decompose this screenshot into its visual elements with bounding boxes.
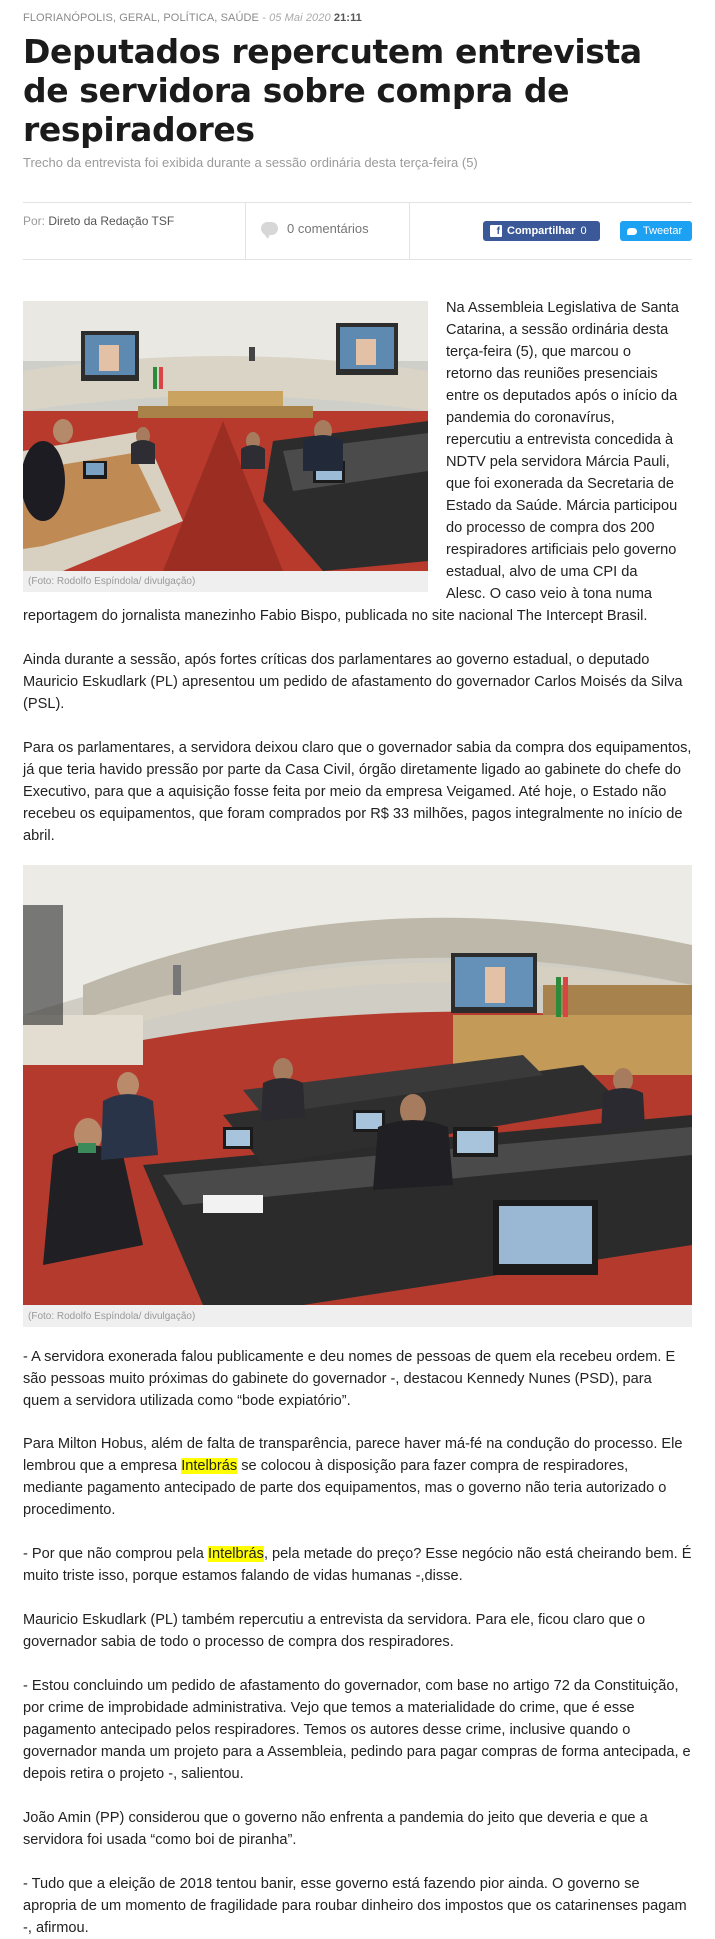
paragraph-1-line: respiradores artificiais pelo governo <box>446 542 677 558</box>
toolbar-divider <box>409 203 410 260</box>
paragraph-6-text-b: , pela metade do preço? Esse negócio não está cheirando bem. É muito triste isso, porque estamos falando de vidas humanas -,disse. <box>23 1546 692 1584</box>
paragraph-1-line: entre os deputados após o início da <box>446 388 678 404</box>
paragraph-1-line: repercutiu a entrevista concedida à <box>446 432 674 448</box>
article-paragraph-1-wrap <box>446 297 692 605</box>
article-subtitle: Trecho da entrevista foi exibida durante a sessão ordinária desta terça-feira (5) <box>23 155 478 170</box>
author-link[interactable]: Direto da Redação TSF <box>48 214 175 228</box>
article-paragraph-3: Para os parlamentares, a servidora deixou claro que o governador sabia da compra dos equipamentos, já que teria havido pressão por parte da Casa Civil, órgão diretamente ligado ao gabinete do chefe do Executivo, para que a aquisição fosse feita por meio da empresa Veigamed. Até hoje, o Estado não recebeu os equipamentos, que foram comprados por R$ 33 milhões, pagos integralmente no início de abril. <box>23 740 692 844</box>
article-paragraph-8: - Estou concluindo um pedido de afastamento do governador, com base no artigo 72 da Constituição, por crime de improbidade administrativa. Vejo que temos a materialidade do crime, que é esse pagamento antecipado pelos respiradores. Temos os autores desse crime, inclusive quando o governador manda um projeto para a Assembleia, pedindo para pagar compras de forma antecipada, e depois retira o projeto -, salientou. <box>23 1678 691 1782</box>
twitter-bird-icon <box>627 227 638 236</box>
category-links[interactable] <box>23 12 259 24</box>
article-paragraph-7: Mauricio Eskudlark (PL) também repercutiu a entrevista da servidora. Para ele, ficou claro que o governador sabia de todo o processo de compra dos respiradores. <box>23 1612 646 1650</box>
paragraph-1-line: Na Assembleia Legislativa de Santa <box>446 300 679 316</box>
article-paragraph-9: João Amin (PP) considerou que o governo não enfrenta a pandemia do jeito que deveria e que a servidora foi usada “como boi de piranha”. <box>23 1810 648 1848</box>
byline <box>23 214 174 228</box>
highlighted-term: Intelbrás <box>181 1458 238 1474</box>
comments-link[interactable] <box>261 221 369 236</box>
figure-caption: (Foto: Rodolfo Espíndola/ divulgação) <box>28 1311 196 1322</box>
comment-bubble-icon <box>261 222 278 235</box>
toolbar-divider <box>245 203 246 260</box>
paragraph-1-line: Alesc. O caso veio à tona numa <box>446 586 653 602</box>
article-paragraph-1-tail: reportagem do jornalista manezinho Fabio Bispo, publicada no site nacional The Intercept Brasil. <box>23 608 648 624</box>
comments-count-label: 0 comentários <box>287 221 369 236</box>
paragraph-1-line: pandemia do coronavírus, <box>446 410 615 426</box>
tweet-label: Tweetar <box>643 225 683 237</box>
article-meta <box>23 12 362 24</box>
paragraph-1-line: do processo de compra dos 200 <box>446 520 655 536</box>
facebook-share-count: 0 <box>580 225 587 237</box>
paragraph-1-line: retorno das reuniões presenciais <box>446 366 658 382</box>
publish-date: 05 Mai 2020 <box>269 12 331 24</box>
plenary-photo-1-image <box>23 301 428 571</box>
tweet-button[interactable] <box>620 221 692 241</box>
publish-time: 21:11 <box>333 12 362 24</box>
plenary-photo-2 <box>23 865 692 1305</box>
article-paragraph-6 <box>23 1543 692 1587</box>
figure-caption: (Foto: Rodolfo Espíndola/ divulgação) <box>28 576 196 587</box>
category-link[interactable]: FLORIANÓPOLIS, GERAL, POLÍTICA, SAÚDE <box>23 12 259 24</box>
highlighted-term: Intelbrás <box>207 1546 264 1562</box>
article-paragraph-2: Ainda durante a sessão, após fortes críticas dos parlamentares ao governo estadual, o deputado Mauricio Eskudlark (PL) apresentou um pedido de afastamento do governador Carlos Moisés da Silva (PSL). <box>23 652 683 712</box>
article-paragraph-5 <box>23 1433 692 1521</box>
article-paragraph-10: - Tudo que a eleição de 2018 tentou banir, esse governo está fazendo pior ainda. O governo se apropria de um momento de fragilidade para roubar dinheiro dos impostos que os catarinenses pagam -, afirmou. <box>23 1876 687 1936</box>
paragraph-5-text-a: Para Milton Hobus, além de falta de transparência, parece haver má-fé na condução do processo. Ele lembrou que a empresa <box>23 1436 683 1474</box>
facebook-icon: f <box>490 225 502 237</box>
meta-separator: - <box>258 12 270 24</box>
article-figure-2 <box>23 865 692 1327</box>
article-figure-1 <box>23 301 428 592</box>
paragraph-5-text-b: se colocou à disposição para fazer compra de respiradores, mediante pagamento antecipado de parte dos equipamentos, mas o governo não teria autorizado o procedimento. <box>23 1458 667 1518</box>
facebook-share-label: Compartilhar <box>507 225 576 237</box>
article-paragraph-4: - A servidora exonerada falou publicamente e deu nomes de pessoas de quem ela recebeu ordem. E são pessoas muito próximas do gabinete do governador -, destacou Kennedy Nunes (PSD), para quem a servidora utilizada como “bode expiatório”. <box>23 1349 676 1409</box>
paragraph-6-text-a: - Por que não comprou pela <box>23 1546 208 1562</box>
paragraph-1-line: Catarina, a sessão ordinária desta <box>446 322 669 338</box>
facebook-share-button[interactable] <box>483 221 600 241</box>
byline-prefix: Por: <box>23 214 49 228</box>
paragraph-1-line: estadual, alvo de uma CPI da <box>446 564 638 580</box>
paragraph-1-line: que foi exonerada da Secretaria de <box>446 476 674 492</box>
article-toolbar <box>23 202 692 260</box>
plenary-photo-1 <box>23 301 428 571</box>
page-title: Deputados repercutem entrevista de servidora sobre compra de respiradores <box>23 32 642 149</box>
article-paragraph-1-lines <box>446 297 692 605</box>
paragraph-1-line: NDTV pela servidora Márcia Pauli, <box>446 454 670 470</box>
paragraph-1-line: Estado da Saúde. Márcia participou <box>446 498 678 514</box>
plenary-photo-2-image <box>23 865 692 1305</box>
paragraph-1-line: terça-feira (5), que marcou o <box>446 344 631 360</box>
